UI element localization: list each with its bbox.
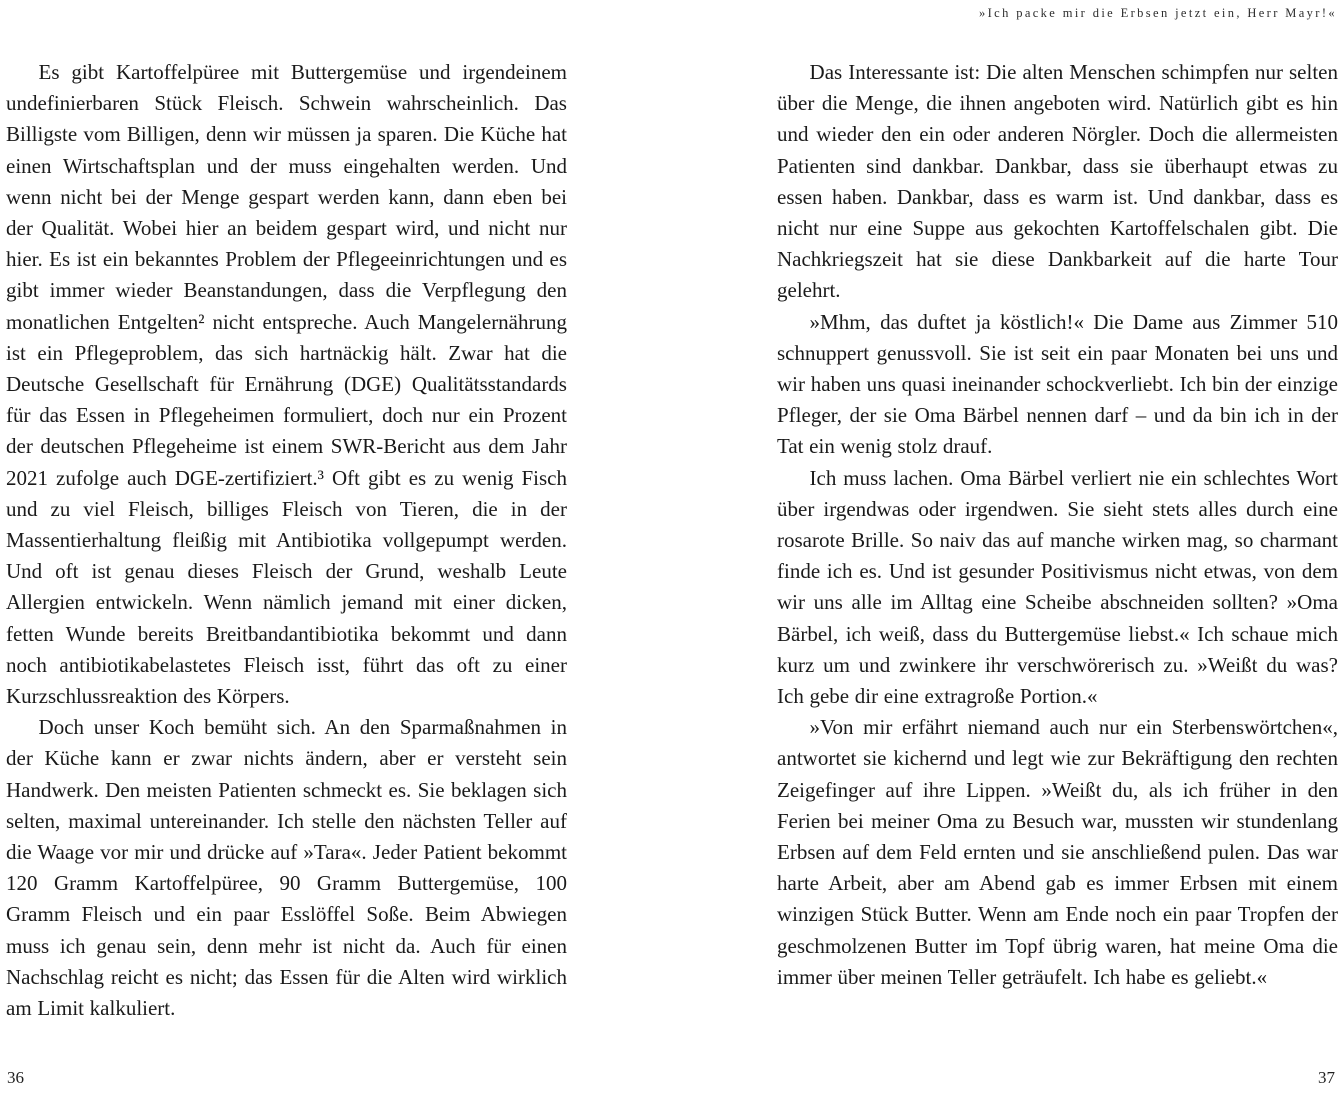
page-number-right: 37: [1318, 1068, 1335, 1087]
page-number-left: 36: [7, 1068, 24, 1087]
page-right: [777, 57, 1338, 993]
page-left: [6, 57, 567, 1024]
paragraph: »Mhm, das duftet ja köstlich!« Die Dame aus Zimmer 510 schnuppert genussvoll. Sie ist seit ein paar Monaten bei uns und wir haben uns quasi ineinander schockverliebt. Ich bin der einzige Pfleger, der sie Oma Bärbel nennen darf – und da bin ich in der Tat ein wenig stolz drauf.: [777, 309, 1338, 459]
running-header: »Ich packe mir die Erbsen jetzt ein, Herr Mayr!«: [979, 6, 1337, 20]
paragraph: Doch unser Koch bemüht sich. An den Sparmaßnahmen in der Küche kann er zwar nichts ändern, aber er versteht sein Handwerk. Den meisten Patienten schmeckt es. Sie beklagen sich selten, maximal untereinander. Ich stelle den nächsten Teller auf die Waage vor mir und drücke auf »Tara«. Jeder Patient bekommt 120 Gramm Kartoffelpüree, 90 Gramm Buttergemüse, 100 Gramm Fleisch und ein paar Esslöffel Soße. Beim Abwiegen muss ich genau sein, denn mehr ist nicht da. Auch für einen Nachschlag reicht es nicht; das Essen für die Alten wird wirklich am Limit kalkuliert.: [6, 715, 567, 1021]
paragraph: Das Interessante ist: Die alten Menschen schimpfen nur selten über die Menge, die ihnen angeboten wird. Natürlich gibt es hin und wieder den ein oder anderen Nörgler. Doch die allermeisten Patienten sind dankbar. Dankbar, dass sie überhaupt etwas zu essen haben. Dankbar, dass es warm ist. Und dankbar, dass es nicht nur eine Suppe aus gekochten Kartoffelschalen gibt. Die Nachkriegszeit hat sie diese Dankbarkeit auf die harte Tour gelehrt.: [777, 60, 1338, 303]
paragraph: Es gibt Kartoffelpüree mit Buttergemüse und irgendeinem undefinierbaren Stück Fleisch. Schwein wahrscheinlich. Das Billigste vom Billigen, denn wir müssen ja sparen. Die Küche hat einen Wirtschaftsplan und der muss eingehalten werden. Und wenn nicht bei der Menge gespart werden kann, dann eben bei der Qualität. Wobei hier an beidem gespart wird, und nicht nur hier. Es ist ein bekanntes Problem der Pflegeeinrichtungen und es gibt immer wieder Beanstandungen, dass die Verpflegung den monatlichen Entgelten² nicht entspreche. Auch Mangelernährung ist ein Pflegeproblem, das sich hartnäckig hält. Zwar hat die Deutsche Gesellschaft für Ernährung (DGE) Qualitätsstandards für das Essen in Pflegeheimen formuliert, doch nur ein Prozent der deutschen Pflegeheime ist einem SWR-Bericht aus dem Jahr 2021 zufolge auch DGE-zertifiziert.³ Oft gibt es zu wenig Fisch und zu viel Fleisch, billiges Fleisch von Tieren, die in der Massentierhaltung fleißig mit Antibiotika vollgepumpt werden. Und oft ist genau dieses Fleisch der Grund, weshalb Leute Allergien entwickeln. Wenn nämlich jemand mit einer dicken, fetten Wunde bereits Breitbandantibiotika bekommt und dann noch antibiotikabelastetes Fleisch isst, führt das oft zu einer Kurzschlussreaktion des Körpers.: [6, 60, 567, 709]
paragraph: Ich muss lachen. Oma Bärbel verliert nie ein schlechtes Wort über irgendwas oder irgendwen. Sie sieht stets alles durch eine rosarote Brille. So naiv das auf manche wirken mag, so charmant finde ich es. Und ist gesunder Positivismus nicht etwas, von dem wir uns alle im Alltag eine Scheibe abschneiden sollten? »Oma Bärbel, ich weiß, dass du Buttergemüse liebst.« Ich schaue mich kurz um und zwinkere ihr verschwörerisch zu. »Weißt du was? Ich gebe dir eine extragroße Portion.«: [777, 465, 1338, 709]
paragraph: »Von mir erfährt niemand auch nur ein Sterbenswörtchen«, antwortet sie kichernd und legt wie zur Bekräftigung den rechten Zeigefinger auf ihre Lippen. »Weißt du, als ich früher in den Ferien bei meiner Oma zu Besuch war, mussten wir stundenlang Erbsen auf dem Feld ernten und sie anschließend pulen. Das war harte Arbeit, aber am Abend gab es immer Erbsen mit einem winzigen Stück Butter. Wenn am Ende noch ein paar Tropfen der geschmolzenen Butter im Topf übrig waren, hat meine Oma die immer über meinen Teller geträufelt. Ich habe es geliebt.«: [777, 715, 1338, 989]
